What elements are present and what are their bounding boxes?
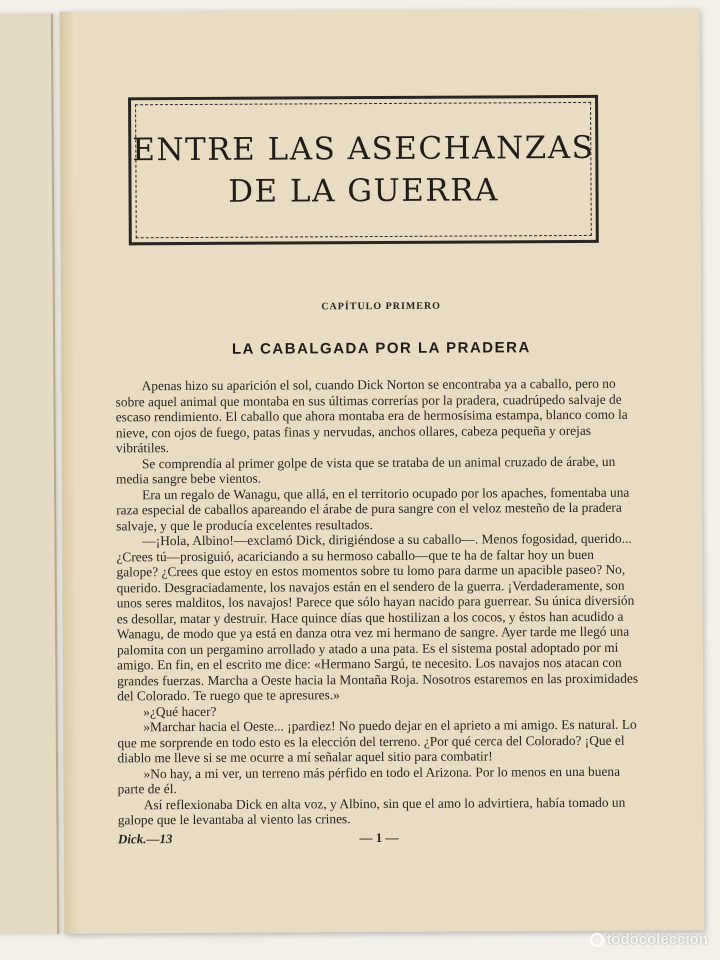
paragraph: —¡Hola, Albino!—exclamó Dick, dirigiéndose a su caballo—. Menos fogosidad, querido... ¿Crees tú—prosiguió, acariciando a su hermoso caballo—que te ha de faltar hoy un buen galope? ¿Crees que estoy en estos momentos sobre tu lomo para darme un apacible paseo? No, querido. Desgraciadamente, los navajos están en el sendero de la guerra. ¡Verdaderamente, son unos seres malditos, los navajos! Parece que sólo hayan nacido para guerrear. Su única diversión es desollar, matar y destruir. Hace quince días que hostilizan a los cocos, y éstos han acudido a Wanagu, de modo que ya está en danza otra vez mi hermano de sangre. Ayer tarde me llegó una palomita con un pergamino arrollado y atado a una pata. Es el sistema postal adoptado por mi amigo. En fin, en el escrito me dice: «Hermano Sargú, te necesito. Los navajos nos atacan con grandes fuerzas. Marcha a Oeste hacia la Montaña Roja. Nosotros estaremos en las proximidades del Colorado. Te ruego que te apresures.» bbox=[116, 530, 639, 704]
paragraph: Era un regalo de Wanagu, que allá, en el territorio ocupado por los apaches, fomentaba una raza especial de caballos apareando el árabe de pura sangre con el veloz mesteño de la pradera salvaje, y que le producía excelentes resultados. bbox=[116, 484, 630, 533]
paragraph: »Marchar hacia el Oeste... ¡pardiez! No puedo dejar en el aprieto a mi amigo. Es natural. Lo que me sorprende en todo esto es la elección del terreno. ¿Por qué cerca del Colorado? ¡Que el diablo me lleve si se me ocurre a mí señalar aquel sitio para combatir! bbox=[117, 716, 637, 766]
title-line-1: ENTRE LAS ASECHANZAS bbox=[132, 129, 595, 169]
title-frame bbox=[128, 95, 599, 245]
paragraph: Se comprendía al primer golpe de vista que se trataba de un animal cruzado de árabe, un media sangre bebe vientos. bbox=[115, 453, 616, 487]
back-page-edge bbox=[0, 14, 59, 934]
watermark-logo-icon bbox=[590, 933, 604, 947]
paragraph: Apenas hizo su aparición el sol, cuando Dick Norton se encontraba ya a caballo, pero no sobre aquel animal que montaba en sus últimas correrías por la pradera, cuadrúpedo salvaje de escaso rendimiento. El caballo que ahora montaba era de hermosísima estampa, blanco como la nieve, con ojos de fuego, patas finas y nervudas, anchos ollares, cabeza pequeña y orejas vibrátiles. bbox=[115, 375, 628, 456]
chapter-number: CAPÍTULO PRIMERO bbox=[321, 300, 441, 313]
paragraph: Así reflexionaba Dick en alta voz, y Albino, sin que el amo lo advirtiera, había tomado un galope que le levantaba al viento las crines. bbox=[117, 794, 626, 828]
page-footer bbox=[117, 829, 640, 847]
document-page bbox=[60, 8, 705, 933]
watermark bbox=[590, 931, 708, 948]
paragraph: »¿Qué hacer? bbox=[143, 703, 217, 719]
signature-mark: Dick.—13 bbox=[117, 831, 173, 847]
body-text bbox=[116, 376, 640, 828]
watermark-text: todocoleccion bbox=[606, 931, 708, 948]
title-line-2: DE LA GUERRA bbox=[228, 172, 500, 210]
chapter-title: LA CABALGADA POR LA PRADERA bbox=[231, 339, 531, 358]
page-number: — 1 — bbox=[359, 829, 399, 846]
paragraph: »No hay, a mi ver, un terreno más pérfido en todo el Arizona. Por lo menos en una buena parte de él. bbox=[117, 763, 621, 797]
title-frame-inner bbox=[132, 102, 595, 238]
